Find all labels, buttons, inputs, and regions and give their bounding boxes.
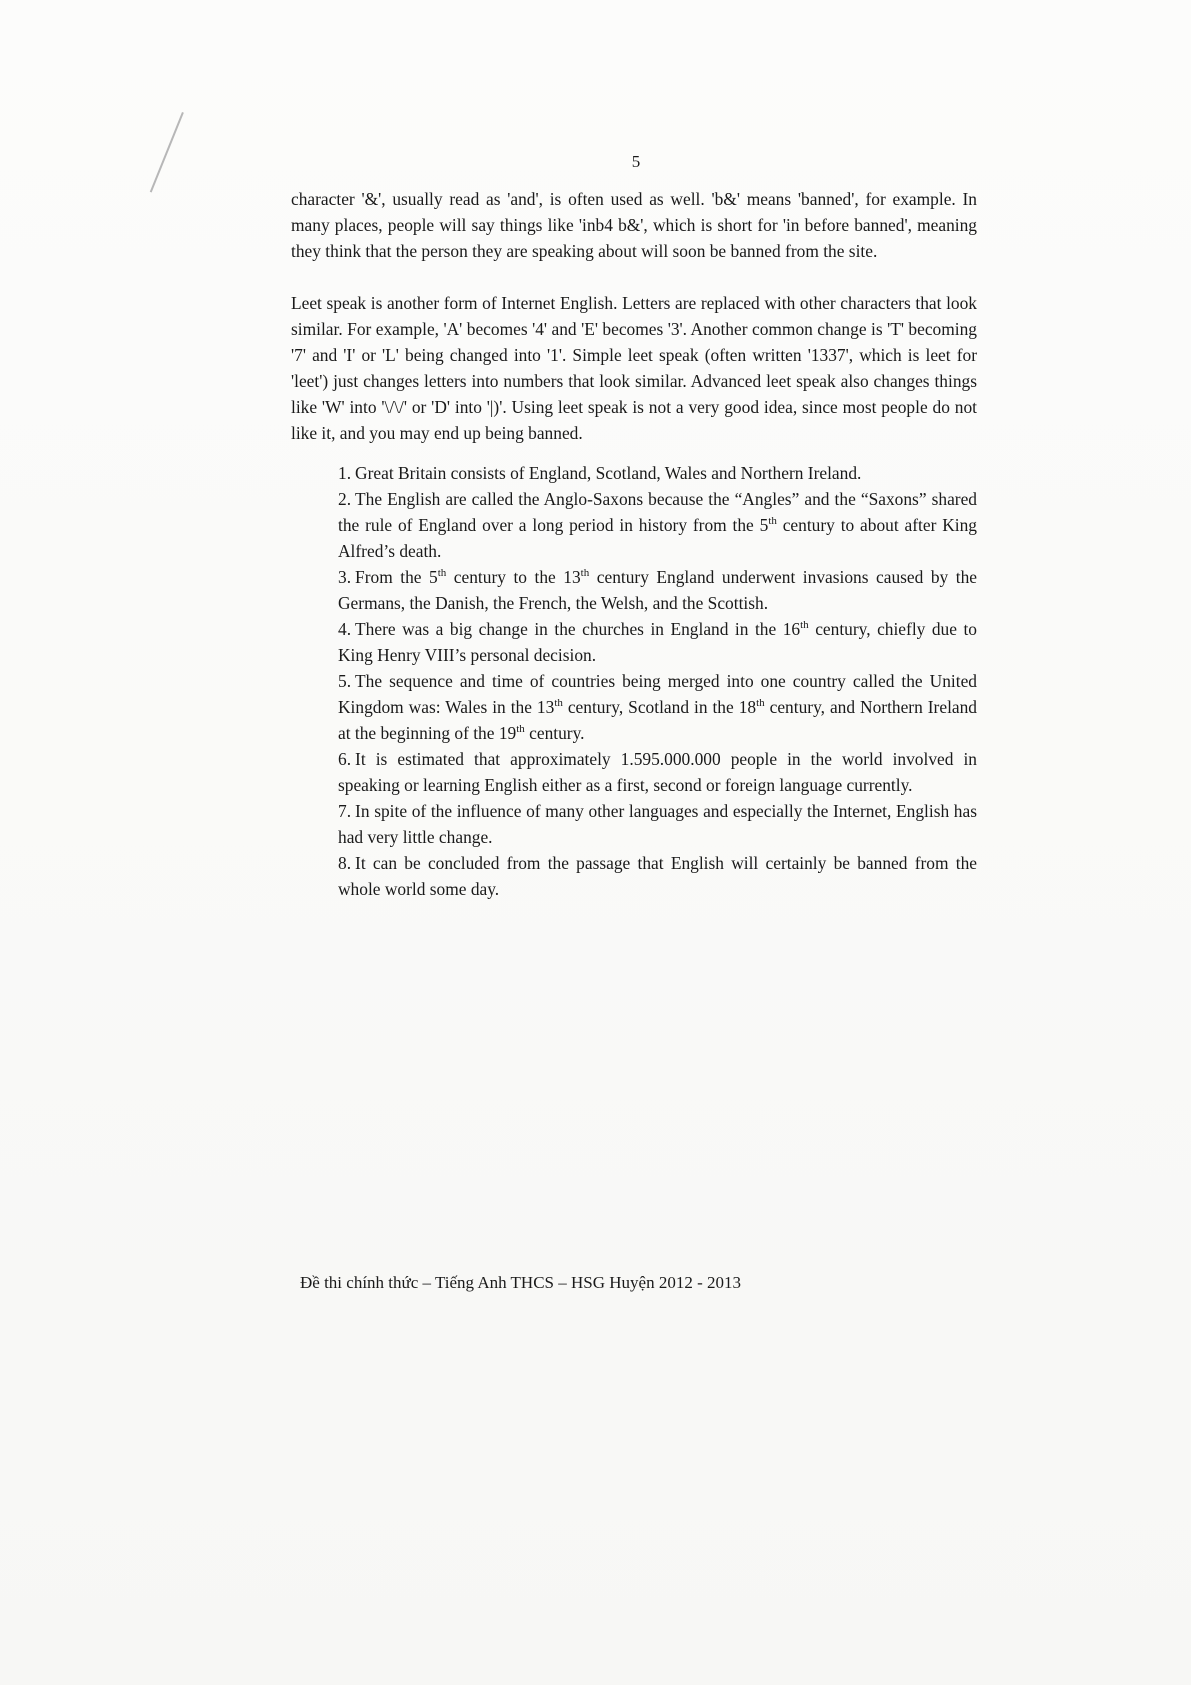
scan-mark xyxy=(150,112,184,192)
statement-2: 2. The English are called the Anglo-Saxons because the “Angles” and the “Saxons” shared the rule of England over a long period in history from the 5th century to about after King Alfred’s death. xyxy=(338,489,977,561)
statement-8: 8. It can be concluded from the passage that English will certainly be banned from the whole world some day. xyxy=(338,853,977,899)
statement-5: 5. The sequence and time of countries being merged into one country called the United Kingdom was: Wales in the 13th century, Scotland in the 18th century, and Northern Ireland at the beginning of the 19th century. xyxy=(338,671,978,743)
passage-content xyxy=(291,186,977,902)
statements-list xyxy=(291,460,977,902)
page-footer: Đề thi chính thức – Tiếng Anh THCS – HSG Huyện 2012 - 2013 xyxy=(300,1273,741,1292)
paragraph-ampersand: character '&', usually read as 'and', is often used as well. 'b&' means 'banned', for example. In many places, people will say things like 'inb4 b&', which is short for 'in before banned', meaning they think that the person they are speaking about will soon be banned from the site. xyxy=(291,189,977,261)
page-number: 5 xyxy=(631,152,641,171)
statement-6: 6. It is estimated that approximately 1.595.000.000 people in the world involved in speaking or learning English either as a first, second or foreign language currently. xyxy=(338,749,977,795)
statement-7: 7. In spite of the influence of many other languages and especially the Internet, English has had very little change. xyxy=(338,801,977,847)
statement-1: 1. Great Britain consists of England, Scotland, Wales and Northern Ireland. xyxy=(338,463,862,483)
statement-4: 4. There was a big change in the churches in England in the 16th century, chiefly due to King Henry VIII’s personal decision. xyxy=(338,619,977,665)
statement-3: 3. From the 5th century to the 13th century England underwent invasions caused by the Germans, the Danish, the French, the Welsh, and the Scottish. xyxy=(338,567,978,613)
paragraph-leet-speak: Leet speak is another form of Internet English. Letters are replaced with other characters that look similar. For example, 'A' becomes '4' and 'E' becomes '3'. Another common change is 'T' becoming '7' and 'I' or 'L' being changed into '1'. Simple leet speak (often written '1337', which is leet for 'leet') just changes letters into numbers that look similar. Advanced leet speak also changes things like 'W' into '\/\/' or 'D' into '|)'. Using leet speak is not a very good idea, since most people do not like it, and you may end up being banned. xyxy=(291,293,977,443)
